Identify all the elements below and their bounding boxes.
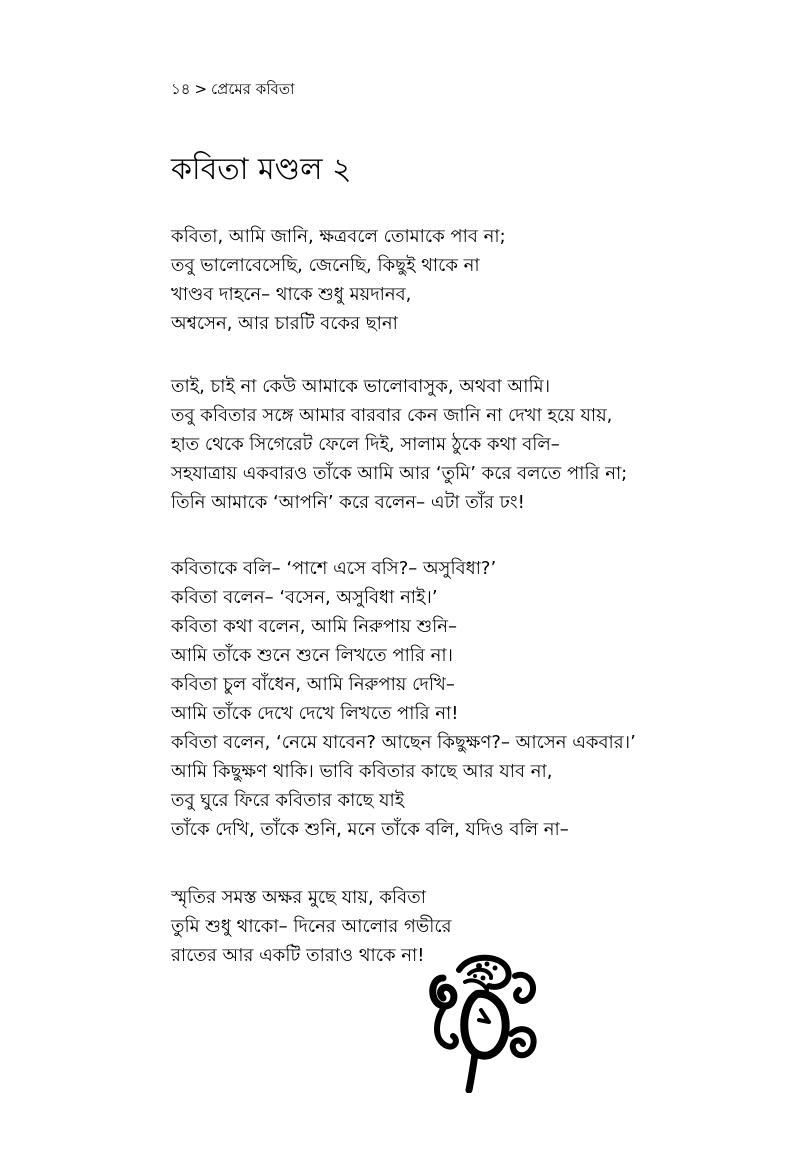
poem-line: কবিতা বলেন– ‘বসেন, অসুবিধা নাই।’	[171, 587, 438, 608]
poem-line: কবিতাকে বলি– ‘পাশে এসে বসি?– অসুবিধা?’	[171, 558, 497, 579]
header-separator: >	[194, 80, 208, 98]
poem-line: তাই, চাই না কেউ আমাকে ভালোবাসুক, অথবা আমি।	[171, 376, 551, 397]
stanza-3	[171, 554, 731, 844]
poem-line: খাণ্ডব দাহনে– থাকে শুধু ময়দানব,	[171, 284, 412, 305]
calligraphic-flourish-icon	[425, 948, 545, 1093]
poem-line: তুমি শুধু থাকো– দিনের আলোর গভীরে	[171, 916, 452, 937]
poem-line: তবু কবিতার সঙ্গে আমার বারবার কেন জানি না দেখা হয়ে যায়,	[171, 405, 613, 426]
book-title: প্রেমের কবিতা	[211, 80, 295, 98]
poem-line: তাঁকে দেখি, তাঁকে শুনি, মনে তাঁকে বলি, যদিও বলি না–	[171, 819, 569, 840]
poem-line: তবু ঘুরে ফিরে কবিতার কাছে যাই	[171, 790, 405, 811]
poem-title: কবিতা মণ্ডল ২	[171, 152, 352, 187]
stanza-1	[171, 222, 731, 338]
poem-line: আমি কিছুক্ষণ থাকি। ভাবি কবিতার কাছে আর যাব না,	[171, 761, 553, 782]
poem-line: কবিতা চুল বাঁধেন, আমি নিরুপায় দেখি–	[171, 674, 455, 695]
poem-line: তবু ভালোবেসেছি, জেনেছি, কিছুই থাকে না	[171, 255, 480, 276]
poem-line: স্মৃতির সমস্ত অক্ষর মুছে যায়, কবিতা	[171, 887, 426, 908]
poem-line: কবিতা বলেন, ‘নেমে যাবেন? আছেন কিছুক্ষণ?– আসেন একবার।’	[171, 732, 636, 753]
poem-line: আমি তাঁকে শুনে শুনে লিখতে পারি না।	[171, 645, 453, 666]
poem-line: কবিতা কথা বলেন, আমি নিরুপায় শুনি–	[171, 616, 457, 637]
poem-line: আমি তাঁকে দেখে দেখে লিখতে পারি না!	[171, 703, 459, 724]
page-number: ১৪	[171, 80, 191, 98]
running-header	[171, 79, 294, 99]
poem-line: তিনি আমাকে ‘আপনি’ করে বলেন– এটা তাঁর ঢং!	[171, 492, 525, 513]
poem-line: রাতের আর একটি তারাও থাকে না!	[171, 945, 425, 966]
stanza-2	[171, 372, 731, 517]
poem-line: হাত থেকে সিগেরেট ফেলে দিই, সালাম ঠুকে কথা বলি–	[171, 434, 560, 455]
poem-line: অশ্বসেন, আর চারটি বকের ছানা	[171, 313, 398, 334]
poem-line: সহযাত্রায় একবারও তাঁকে আমি আর ‘তুমি’ করে বলতে পারি না;	[171, 463, 628, 484]
poem-line: কবিতা, আমি জানি, ক্ষত্রবলে তোমাকে পাব না;	[171, 226, 506, 247]
